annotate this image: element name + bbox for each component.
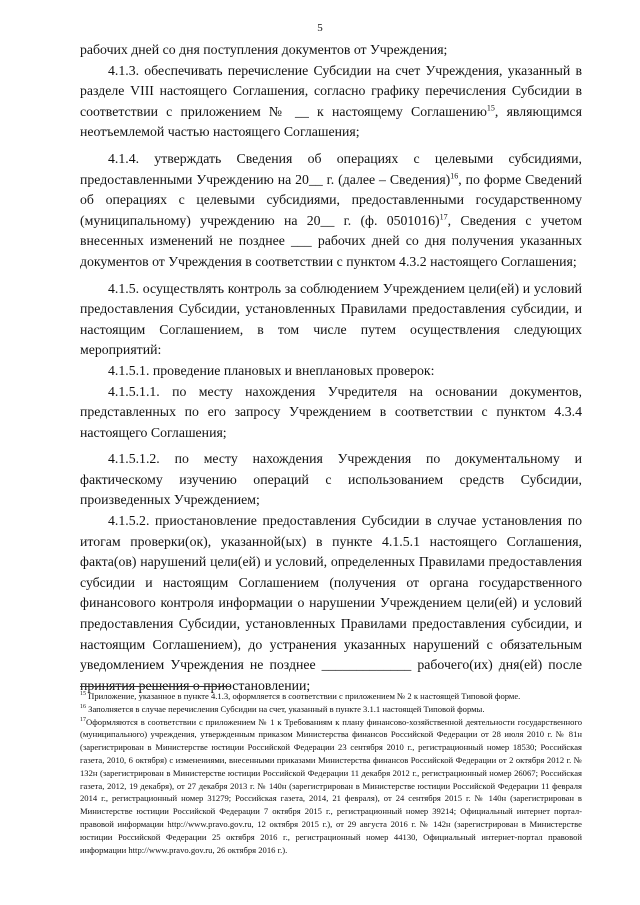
footnote-ref-15[interactable]: 15	[486, 103, 495, 113]
footnote-15	[80, 690, 582, 703]
footnote-text: Приложение, указанное в пункте 4.1.3, оформляется в соответствии с приложением № 2 к настоящей Типовой форме.	[88, 691, 521, 701]
page-number: 5	[317, 22, 323, 34]
paragraph-text-tail: , являющимся неотъемлемой частью настоящего Соглашения;	[80, 103, 582, 140]
footnote-divider	[80, 686, 230, 687]
paragraph-4-1-3	[80, 61, 582, 143]
paragraph-text-tail: , Сведения с учетом внесенных изменений не позднее ___ рабочих дней со дня получения указанных документов от Учреждения в соответствии с пунктом 4.3.2 настоящего Соглашения;	[80, 212, 582, 269]
footnotes	[80, 690, 582, 856]
paragraph-text-middle: , по форме Сведений об операциях с целевыми субсидиями, предоставленными государственному (муниципальному) учреждению на 20__ г. (ф. 0501016)	[80, 171, 582, 228]
footnote-text: Оформляются в соответствии с приложением № 1 к Требованиям к плану финансово-хозяйственной деятельности государственного (муниципального) учреждения, утвержденным приказом Министерства финансов Российской Федерации от 28 июля 2010 г. № 81н (зарегистрирован в Министерстве юстиции Российской Федерации 23 сентября 2010 г., регистрационный номер 18530; Российская газета, 2010, 6 октября) с изменениями, внесенными приказами Министерства финансов Российской Федерации от 2 октября 2012 г. № 132н (зарегистрирован в Министерстве юстиции Российской Федерации 11 декабря 2012 г., регистрационный номер 26067; Российская газета, 2012, 19 декабря), от 27 декабря 2013 г. № 140н (зарегистрирован в Министерстве юстиции Российской Федерации 11 февраля 2014 г., регистрационный номер 31279; Российская газета, 2014, 21 февраля), от 24 сентября 2015 г. № 140н (зарегистрирован в Министерстве юстиции Российской Федерации 7 октября 2015 г., регистрационный номер 39214; Официальный интернет портал-правовой информации http://www.pravo.gov.ru, 12 октября 2015 г.), от 29 августа 2016 г. № 142н (зарегистрирован в Министерстве юстиции Российской Федерации 25 октября 2016 г., регистрационный номер 44130, Официальный интернет-портал правовой информации http://www.pravo.gov.ru, 26 октября 2016 г.).	[80, 716, 582, 855]
paragraph-text: 4.1.4. утверждать Сведения об операциях с целевыми субсидиями, предоставленными Учреждению на 20__ г. (далее – Сведения)	[80, 150, 582, 187]
footnote-number: 17	[80, 716, 86, 723]
paragraph-4-1-5-1-2: 4.1.5.1.2. по месту нахождения Учреждения по документальному и фактическому изучению операций с использованием средств Субсидии, произведенных Учреждением;	[80, 451, 582, 508]
paragraph-4-1-5-1-1: 4.1.5.1.1. по месту нахождения Учредителя на основании документов, представленных по его запросу Учреждением в соответствии с пунктом 4.3.4 настоящего Соглашения;	[80, 383, 582, 440]
footnote-number: 15	[80, 691, 86, 698]
paragraph-continuation: рабочих дней со дня поступления документов от Учреждения;	[80, 42, 448, 57]
footnote-16	[80, 703, 582, 716]
paragraph-text: 4.1.3. обеспечивать перечисление Субсидии на счет Учреждения, указанный в разделе VIII настоящего Соглашения, согласно графику перечисления Субсидии в соответствии с приложением № __ к настоящему Соглашению	[80, 62, 582, 119]
paragraph-4-1-5: 4.1.5. осуществлять контроль за соблюдением Учреждением цели(ей) и условий предоставления Субсидии, установленных Правилами предоставления субсидии, и настоящим Соглашением, в том числе путем осуществления следующих мероприятий:	[80, 280, 582, 358]
document-body	[80, 40, 582, 696]
footnote-ref-16[interactable]: 16	[450, 170, 459, 180]
footnote-17	[80, 716, 582, 857]
footnote-number: 16	[80, 703, 86, 710]
paragraph-4-1-4	[80, 149, 582, 273]
paragraph-4-1-5-1: 4.1.5.1. проведение плановых и внеплановых проверок:	[108, 362, 435, 378]
footnote-text: Заполняется в случае перечисления Субсидии на счет, указанный в пункте 3.1.1 настоящей Типовой формы.	[88, 703, 485, 714]
paragraph-4-1-5-2: 4.1.5.2. приостановление предоставления Субсидии в случае установления по итогам проверки(ок), указанной(ых) в пункте 4.1.5.1 настоящего Соглашения, факта(ов) нарушений цели(ей) и условий, определенных Правилами предоставления субсидии и настоящим Соглашением (получения от органа государственного финансового контроля информации о нарушении Учреждением цели(ей) и условий предоставления Субсидии, установленных Правилами предоставления субсидии, и настоящим Соглашением), до устранения указанных нарушений с обязательным уведомлением Учреждения не позднее _____________ рабочего(их) дня(ей) после принятия решения о приостановлении;	[80, 513, 582, 693]
footnote-ref-17[interactable]: 17	[439, 212, 448, 222]
